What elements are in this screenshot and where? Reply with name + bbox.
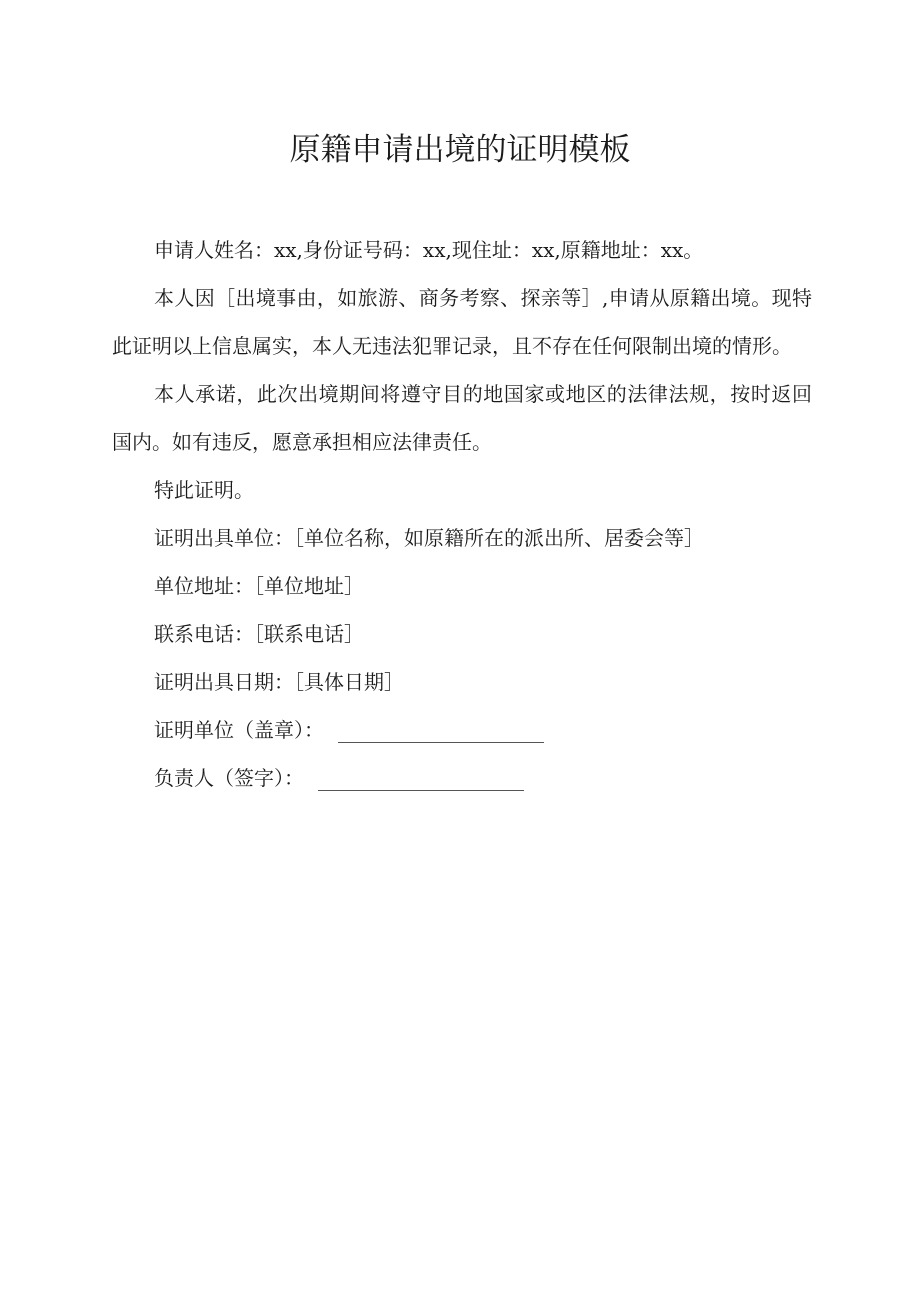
seal-label: 证明单位（盖章）：: [154, 718, 324, 742]
address-line: 单位地址：［单位地址］: [154, 574, 364, 598]
issuer-line: 证明出具单位：［单位名称，如原籍所在的派出所、居委会等］: [154, 526, 704, 550]
signature-blank-line: [318, 770, 524, 791]
document-body: [112, 226, 812, 802]
signer-label: 负责人（签字）：: [154, 766, 304, 790]
phone-line: 联系电话：［联系电话］: [154, 622, 364, 646]
document-title: 原籍申请出境的证明模板: [289, 132, 631, 168]
closing-paragraph: 特此证明。: [154, 478, 254, 502]
seal-line: [112, 706, 812, 754]
promise-paragraph: 本人承诺，此次出境期间将遵守目的地国家或地区的法律法规，按时返回国内。如有违反，愿意承担相应法律责任。: [112, 382, 812, 454]
applicant-info-paragraph: 申请人姓名：xx,身份证号码：xx,现住址：xx,原籍地址：xx。: [154, 238, 704, 262]
date-line: 证明出具日期：［具体日期］: [154, 670, 404, 694]
signer-line: [112, 754, 812, 802]
seal-blank-line: [338, 722, 544, 743]
exit-reason-paragraph: 本人因［出境事由，如旅游、商务考察、探亲等］,申请从原籍出境。现特此证明以上信息属实，本人无违法犯罪记录，且不存在任何限制出境的情形。: [112, 286, 812, 358]
